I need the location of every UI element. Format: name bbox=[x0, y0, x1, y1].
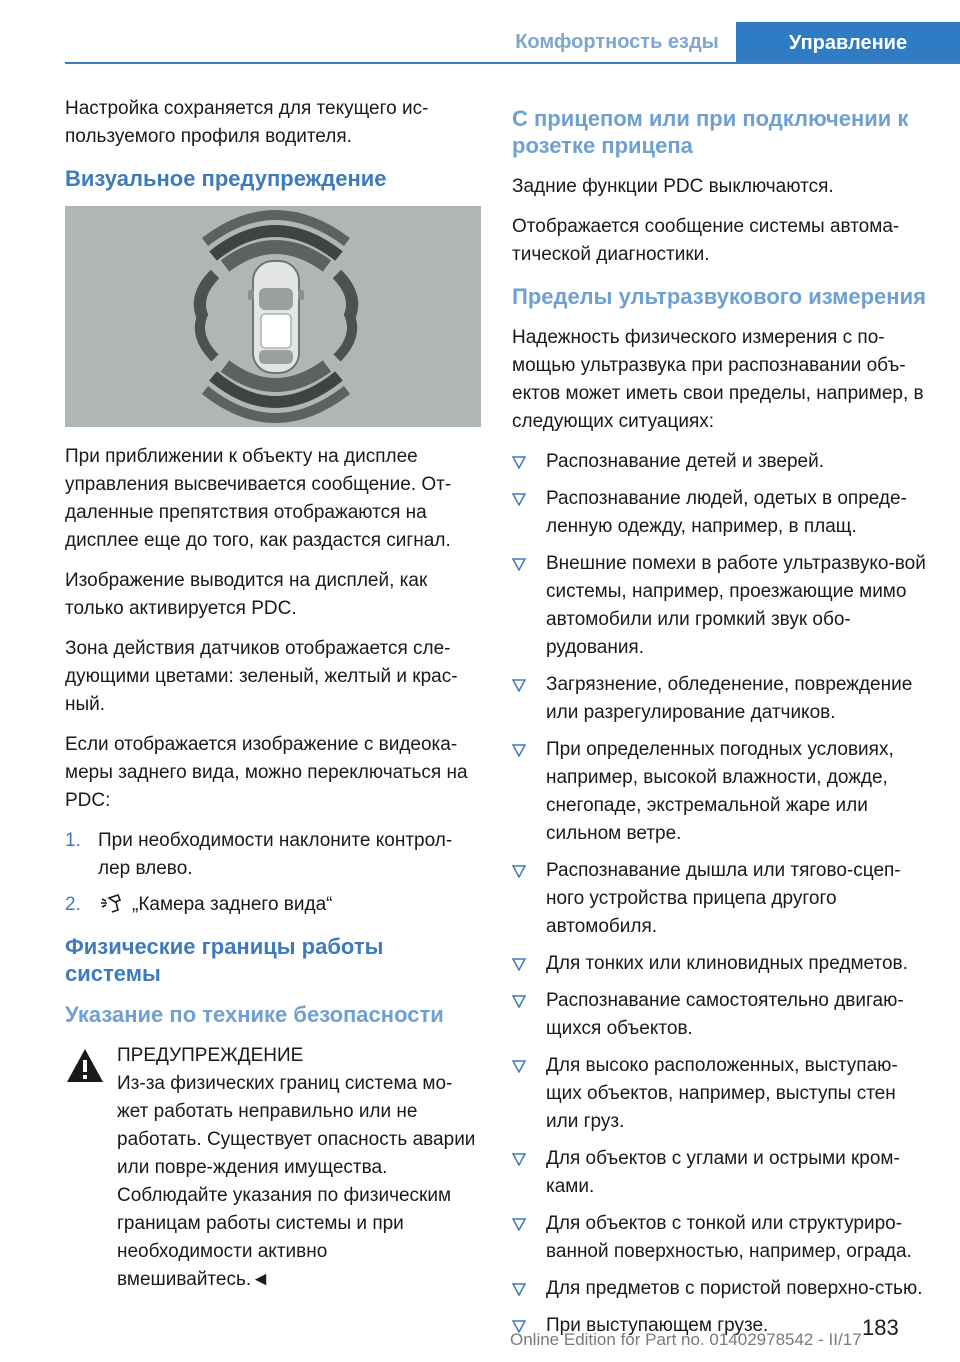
header-section-controls: Управление bbox=[736, 22, 960, 64]
list-item bbox=[512, 950, 930, 978]
footer-edition: Online Edition for Part no. 01402978542 - II/17 bbox=[510, 1330, 862, 1349]
switch-steps bbox=[65, 827, 481, 919]
list-item bbox=[512, 1210, 930, 1266]
list-item bbox=[512, 550, 930, 662]
trailer-note-1: Задние функции PDC выключаются. bbox=[512, 176, 834, 197]
camera-switch-note: Если отображается изображение с видеока-меры заднего вида, можно переключаться на PDC: bbox=[65, 734, 468, 811]
heading-safety-notice: Указание по технике безопасности bbox=[65, 1002, 444, 1027]
approach-description: При приближении к объекту на дисплее управления высвечивается сообщение. От-даленные препятствия отображаются на дисплее еще до того, как раздастся сигнал. bbox=[65, 446, 452, 551]
step-number: 2. bbox=[65, 894, 81, 915]
list-item-text: При определенных погодных условиях, например, высокой влажности, дожде, снегопаде, экстремальной жаре или сильном ветре. bbox=[546, 739, 894, 844]
list-item-text: Распознавание дышла или тягово-сцеп-ного устройства прицепа другого автомобиля. bbox=[546, 860, 901, 937]
list-item-text: Загрязнение, обледенение, повреждение или разрегулирование датчиков. bbox=[546, 674, 913, 723]
list-item bbox=[512, 1052, 930, 1136]
bullet-triangle-icon bbox=[512, 1060, 526, 1073]
list-item-text: Внешние помехи в работе ультразвуко-вой системы, например, проезжающие мимо автомобили или громкий звук обо-рудования. bbox=[546, 553, 926, 658]
step-text: „Камера заднего вида“ bbox=[132, 894, 333, 915]
bullet-triangle-icon bbox=[512, 493, 526, 506]
bullet-triangle-icon bbox=[512, 1218, 526, 1231]
bullet-triangle-icon bbox=[512, 744, 526, 757]
heading-physical-limits: Физические границы работы системы bbox=[65, 934, 384, 986]
sensor-colors-note: Зона действия датчиков отображается сле-дующими цветами: зеленый, желтый и крас-ный. bbox=[65, 638, 458, 715]
bullet-triangle-icon bbox=[512, 1153, 526, 1166]
list-item-text: При выступающем грузе. bbox=[546, 1315, 769, 1336]
warning-text: Из-за физических границ система мо-жет работать неправильно или не работать. Существует опасность аварии или повре-ждения имущества. Соблюдайте указания по физическим границам работы системы и при необходимости активно вмешивайтесь.◄ bbox=[117, 1073, 476, 1290]
step-text: При необходимости наклоните контрол-лер влево. bbox=[98, 830, 453, 879]
list-item bbox=[512, 736, 930, 848]
header-rule bbox=[65, 62, 960, 64]
warning-block bbox=[65, 1042, 481, 1294]
activation-note: Изображение выводится на дисплей, как только активируется PDC. bbox=[65, 570, 428, 619]
list-item bbox=[512, 857, 930, 941]
bullet-triangle-icon bbox=[512, 456, 526, 469]
list-item-text: Распознавание людей, одетых в опреде-ленную одежду, например, в плащ. bbox=[546, 488, 907, 537]
pdc-car-illustration bbox=[65, 206, 481, 427]
list-item bbox=[512, 448, 930, 476]
list-item bbox=[512, 1275, 930, 1303]
step-number: 1. bbox=[65, 830, 81, 851]
heading-trailer: С прицепом или при подключении к розетке прицепа bbox=[512, 106, 909, 158]
list-item-text: Распознавание самостоятельно двигаю-щихся объектов. bbox=[546, 990, 904, 1039]
heading-ultrasonic-limits: Пределы ультразвукового измерения bbox=[512, 284, 926, 309]
list-item bbox=[512, 671, 930, 727]
bullet-triangle-icon bbox=[512, 958, 526, 971]
limit-situations-list bbox=[512, 448, 930, 1340]
rear-camera-icon bbox=[98, 892, 126, 914]
list-item-text: Для объектов с тонкой или структуриро-ванной поверхностью, например, ограда. bbox=[546, 1213, 912, 1262]
list-item bbox=[512, 485, 930, 541]
list-item-text: Для объектов с углами и острыми кром-ками. bbox=[546, 1148, 900, 1197]
trailer-note-2: Отображается сообщение системы автома-тической диагностики. bbox=[512, 216, 900, 265]
list-item bbox=[512, 1145, 930, 1201]
header-section-comfort: Комфортность езды bbox=[515, 31, 719, 53]
bullet-triangle-icon bbox=[512, 1283, 526, 1296]
list-item bbox=[512, 987, 930, 1043]
list-item-text: Распознавание детей и зверей. bbox=[546, 451, 824, 472]
step-item bbox=[65, 827, 481, 883]
right-column bbox=[512, 95, 930, 1349]
step-item bbox=[65, 891, 481, 919]
warning-title: ПРЕДУПРЕЖДЕНИЕ bbox=[117, 1045, 304, 1066]
profile-note: Настройка сохраняется для текущего ис-пользуемого профиля водителя. bbox=[65, 98, 429, 147]
bullet-triangle-icon bbox=[512, 865, 526, 878]
pdc-display-figure bbox=[65, 206, 481, 427]
list-item-text: Для тонких или клиновидных предметов. bbox=[546, 953, 908, 974]
list-item-text: Для высоко расположенных, выступаю-щих объектов, например, выступы стен или груз. bbox=[546, 1055, 898, 1132]
bullet-triangle-icon bbox=[512, 558, 526, 571]
left-column bbox=[65, 95, 481, 1294]
bullet-triangle-icon bbox=[512, 679, 526, 692]
warning-triangle-icon bbox=[65, 1046, 105, 1086]
bullet-triangle-icon bbox=[512, 995, 526, 1008]
heading-visual-warning: Визуальное предупреждение bbox=[65, 166, 387, 191]
page-number: 183 bbox=[862, 1315, 899, 1340]
ultrasonic-intro: Надежность физического измерения с по-мощью ультразвука при распознавании объ-ектов может иметь свои пределы, например, в следующих ситуациях: bbox=[512, 327, 924, 432]
list-item-text: Для предметов с пористой поверхно-стью. bbox=[546, 1278, 923, 1299]
